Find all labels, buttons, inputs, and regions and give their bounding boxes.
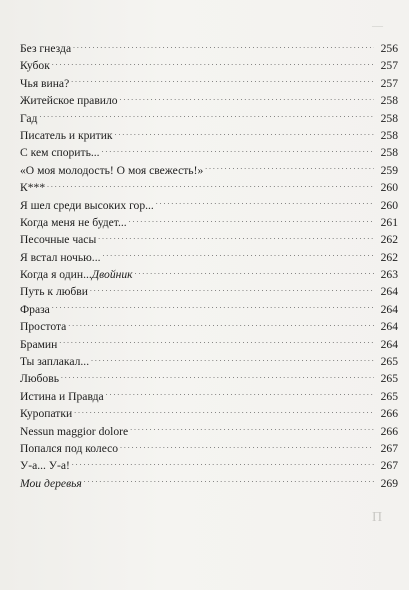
toc-entry [20,92,398,109]
toc-entry-page-number: 262 [380,233,398,247]
toc-entry-title: Я шел среди высоких гор... [20,198,154,212]
toc-entry-page-number: 259 [380,163,398,177]
dot-leader [91,355,374,365]
toc-entry-title: Истина и Правда [20,389,104,403]
toc-entry-page-number: 266 [380,424,398,438]
toc-entry-page-number: 257 [380,76,398,90]
toc-entry [20,214,398,231]
toc-entry-page-number: 265 [380,355,398,369]
toc-entry-title: Попался под колесо [20,441,119,455]
toc-entry-page-number: 260 [380,198,398,212]
toc-entry-page-number: 262 [380,250,398,264]
toc-entry-title: «О моя молодость! О моя свежесть!» [20,163,204,177]
dot-leader [68,320,374,330]
toc-entry [20,179,398,196]
dot-leader [72,459,374,469]
toc-entry [20,127,398,144]
toc-entry [20,301,398,318]
toc-entry-page-number: 258 [380,94,398,108]
toc-entry [20,475,398,492]
toc-entry-page-number: 260 [380,181,398,195]
toc-entry-title: Мои деревья [20,476,82,490]
toc-entry-title: Куропатки [20,407,73,421]
dot-leader [71,77,374,87]
toc-entry-title: Без гнезда [20,42,72,55]
dot-leader [106,390,374,400]
dot-leader [120,94,374,104]
dot-leader [90,285,374,295]
toc-entry-title: У-а... У-а! [20,459,70,473]
toc-entry-page-number: 261 [380,215,398,229]
toc-entry-page-number: 265 [380,389,398,403]
toc-entry [20,283,398,300]
dot-leader [98,233,374,243]
toc-entry-title: Когда меня не будет... [20,215,127,229]
toc-entry-title: Когда я один... [20,268,92,282]
toc-entry-title: Брамин [20,337,58,351]
toc-entry [20,440,398,457]
toc-entry-page-number: 267 [380,459,398,473]
toc-entry [20,144,398,161]
toc-entry [20,231,398,248]
toc-entry-title: Чья вина? [20,76,70,90]
toc-entry [20,110,398,127]
dot-leader [120,442,374,452]
toc-entry-title: Я встал ночью... [20,250,101,264]
toc-entry [20,266,398,283]
dot-leader [74,407,374,417]
dot-leader [156,199,374,209]
toc-entry-title: Песочные часы [20,233,97,247]
table-of-contents [20,40,398,492]
toc-entry-title: Кубок [20,59,50,73]
dot-leader [59,338,374,348]
toc-entry-page-number: 265 [380,372,398,386]
dot-leader [205,164,374,174]
toc-entry-title: Nessun maggior dolore [20,424,129,438]
dot-leader [129,216,374,226]
toc-entry-title: Простота [20,320,67,334]
toc-entry [20,405,398,422]
toc-entry-page-number: 263 [380,268,398,282]
bleed-through-mark: — [372,20,383,32]
dot-leader [84,477,374,487]
toc-entry-page-number: 258 [380,146,398,160]
toc-entry [20,353,398,370]
toc-entry [20,336,398,353]
toc-entry-title: Писатель и критик [20,128,113,142]
toc-entry-title: К*** [20,181,46,195]
dot-leader [61,372,374,382]
toc-entry-title: Житейское правило [20,94,118,108]
toc-entry [20,57,398,74]
dot-leader [135,268,374,278]
toc-entry [20,388,398,405]
toc-entry [20,249,398,266]
toc-entry-page-number: 257 [380,59,398,73]
toc-entry-page-number: 264 [380,302,398,316]
toc-entry-page-number: 269 [380,476,398,490]
bleed-through-mark: П [372,510,383,525]
toc-entry [20,40,398,57]
toc-entry [20,457,398,474]
toc-entry-title: Гад [20,111,38,125]
toc-entry [20,423,398,440]
toc-entry [20,162,398,179]
toc-entry-page-number: 264 [380,337,398,351]
toc-entry-page-number: 256 [380,42,398,55]
dot-leader [47,181,374,191]
toc-entry-page-number: 264 [380,285,398,299]
toc-entry-page-number: 258 [380,128,398,142]
dot-leader [73,42,374,52]
dot-leader [52,59,374,69]
toc-entry-title: С кем спорить... [20,146,100,160]
dot-leader [39,112,374,122]
toc-entry [20,197,398,214]
dot-leader [115,129,374,139]
dot-leader [130,425,374,435]
dot-leader [103,251,375,261]
toc-entry-title: Ты заплакал... [20,355,90,369]
toc-entry-page-number: 267 [380,441,398,455]
toc-entry [20,75,398,92]
toc-entry [20,370,398,387]
toc-entry [20,318,398,335]
toc-entry-page-number: 266 [380,407,398,421]
toc-entry-page-number: 264 [380,320,398,334]
dot-leader [52,303,374,313]
toc-entry-title: Любовь [20,372,59,386]
toc-entry-title: Фраза [20,302,50,316]
toc-entry-page-number: 258 [380,111,398,125]
toc-entry-title: Путь к любви [20,285,88,299]
dot-leader [102,146,374,156]
toc-entry-subtitle: Двойник [91,268,133,282]
